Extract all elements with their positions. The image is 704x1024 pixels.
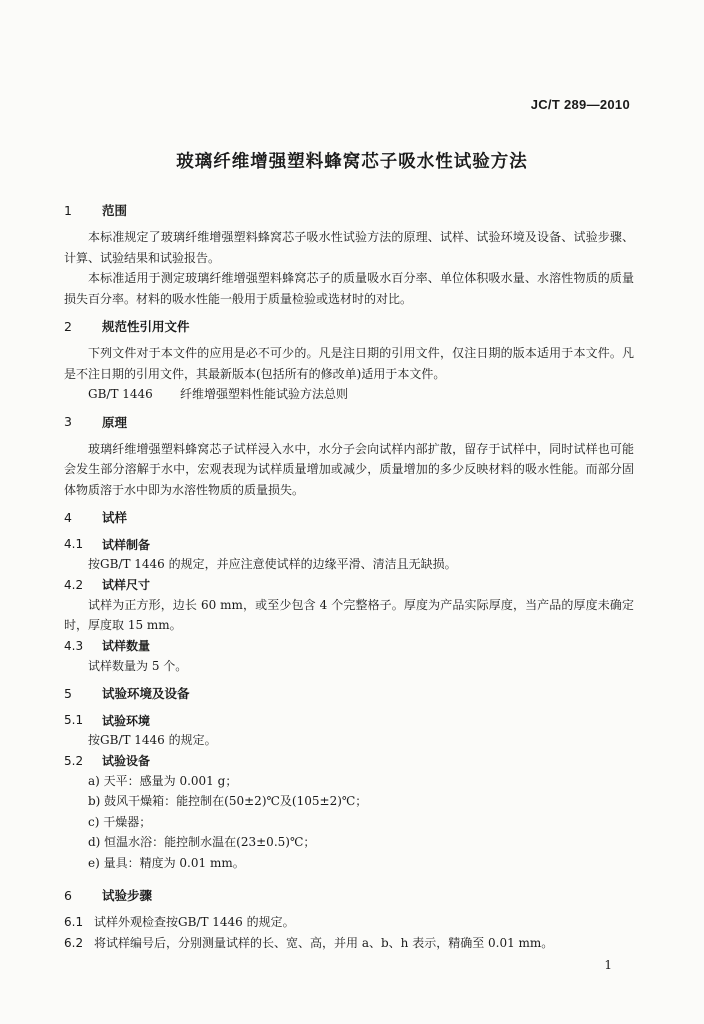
section-title: 范围 xyxy=(102,203,128,218)
section-heading-6 xyxy=(64,885,634,905)
subsection-heading-4-2 xyxy=(64,575,634,595)
subsection-number: 4.1 xyxy=(64,537,84,551)
subsection-title: 试验设备 xyxy=(102,754,151,768)
subsection-title: 试样尺寸 xyxy=(102,578,151,592)
subsection-heading-5-2 xyxy=(64,751,634,771)
standard-code: JC/T 289—2010 xyxy=(530,97,630,112)
equipment-item: b) 鼓风干燥箱：能控制在(50±2)℃及(105±2)℃； xyxy=(88,794,368,808)
section-number: 5 xyxy=(64,685,72,701)
specimen-size-text: 试样为正方形，边长 60 mm，或至少包含 4 个完整格子。厚度为产品实际厚度，当产品的厚度未确定时，厚度取 15 mm。 xyxy=(64,597,634,632)
scope-paragraph-1: 本标准规定了玻璃纤维增强塑料蜂窝芯子吸水性试验方法的原理、试样、试验环境及设备、试验步骤、计算、试验结果和试验报告。 xyxy=(64,230,634,265)
section-number: 3 xyxy=(64,414,72,429)
step-number: 6.1 xyxy=(64,915,84,929)
section-heading-1 xyxy=(64,200,634,220)
section-heading-4 xyxy=(64,507,634,527)
section-title: 试样 xyxy=(102,510,128,525)
section-title: 试验环境及设备 xyxy=(102,686,190,701)
document-title: 玻璃纤维增强塑料蜂窝芯子吸水性试验方法 xyxy=(176,152,528,172)
subsection-number: 4.2 xyxy=(64,577,84,592)
section-heading-5 xyxy=(64,683,634,703)
normative-reference xyxy=(64,384,634,405)
subsection-number: 4.3 xyxy=(64,638,84,653)
equipment-item: d) 恒温水浴：能控制水温在(23±0.5)℃； xyxy=(88,835,316,849)
principle-paragraph: 玻璃纤维增强塑料蜂窝芯子试样浸入水中，水分子会向试样内部扩散，留存于试样中，同时试样也可能会发生部分溶解于水中，宏观表现为试样质量增加或减少，质量增加的多少反映材料的吸水性能。而部分固体物质溶于水中即为水溶性物质的质量损失。 xyxy=(64,441,634,497)
step-text: 将试样编号后，分别测量试样的长、宽、高，并用 a、b、h 表示，精确至 0.01 mm。 xyxy=(94,935,554,950)
section-number: 6 xyxy=(64,887,72,903)
environment-text: 按GB/T 1446 的规定。 xyxy=(88,733,217,747)
section-heading-3 xyxy=(64,412,634,432)
subsection-heading-5-1 xyxy=(64,710,634,730)
reference-code: GB/T 1446 xyxy=(88,387,153,401)
section-title: 试验步骤 xyxy=(102,888,153,903)
equipment-item: c) 干燥器； xyxy=(88,814,152,829)
specimen-count-text: 试样数量为 5 个。 xyxy=(88,658,188,673)
procedure-step xyxy=(64,912,634,933)
subsection-number: 5.2 xyxy=(64,753,84,768)
section-number: 1 xyxy=(64,202,72,218)
subsection-title: 试样数量 xyxy=(102,639,151,653)
section-title: 原理 xyxy=(102,414,128,430)
normative-paragraph: 下列文件对于本文件的应用是必不可少的。凡是注日期的引用文件，仅注日期的版本适用于本文件。凡是不注日期的引用文件，其最新版本(包括所有的修改单)适用于本文件。 xyxy=(64,346,634,381)
subsection-heading-4-1 xyxy=(64,534,634,554)
document-body xyxy=(64,200,634,953)
step-number: 6.2 xyxy=(64,935,84,950)
step-text: 试样外观检查按GB/T 1446 的规定。 xyxy=(94,915,295,929)
procedure-step xyxy=(64,933,634,954)
subsection-number: 5.1 xyxy=(64,713,84,727)
subsection-title: 试样制备 xyxy=(102,537,151,552)
scope-paragraph-2: 本标准适用于测定玻璃纤维增强塑料蜂窝芯子的质量吸水百分率、单位体积吸水量、水溶性物质的质量损失百分率。材料的吸水性能一般用于质量检验或选材时的对比。 xyxy=(64,271,634,306)
reference-title: 纤维增强塑料性能试验方法总则 xyxy=(180,387,349,401)
specimen-preparation-text: 按GB/T 1446 的规定，并应注意使试样的边缘平滑、清洁且无缺损。 xyxy=(88,557,457,571)
subsection-heading-4-3 xyxy=(64,636,634,656)
page-number: 1 xyxy=(604,958,612,972)
equipment-item: a) 天平：感量为 0.001 g； xyxy=(88,773,238,788)
section-number: 2 xyxy=(64,318,72,334)
section-heading-2 xyxy=(64,316,634,336)
subsection-title: 试验环境 xyxy=(102,713,151,728)
section-title: 规范性引用文件 xyxy=(102,319,190,334)
equipment-item: e) 量具：精度为 0.01 mm。 xyxy=(88,855,245,870)
section-number: 4 xyxy=(64,509,72,525)
